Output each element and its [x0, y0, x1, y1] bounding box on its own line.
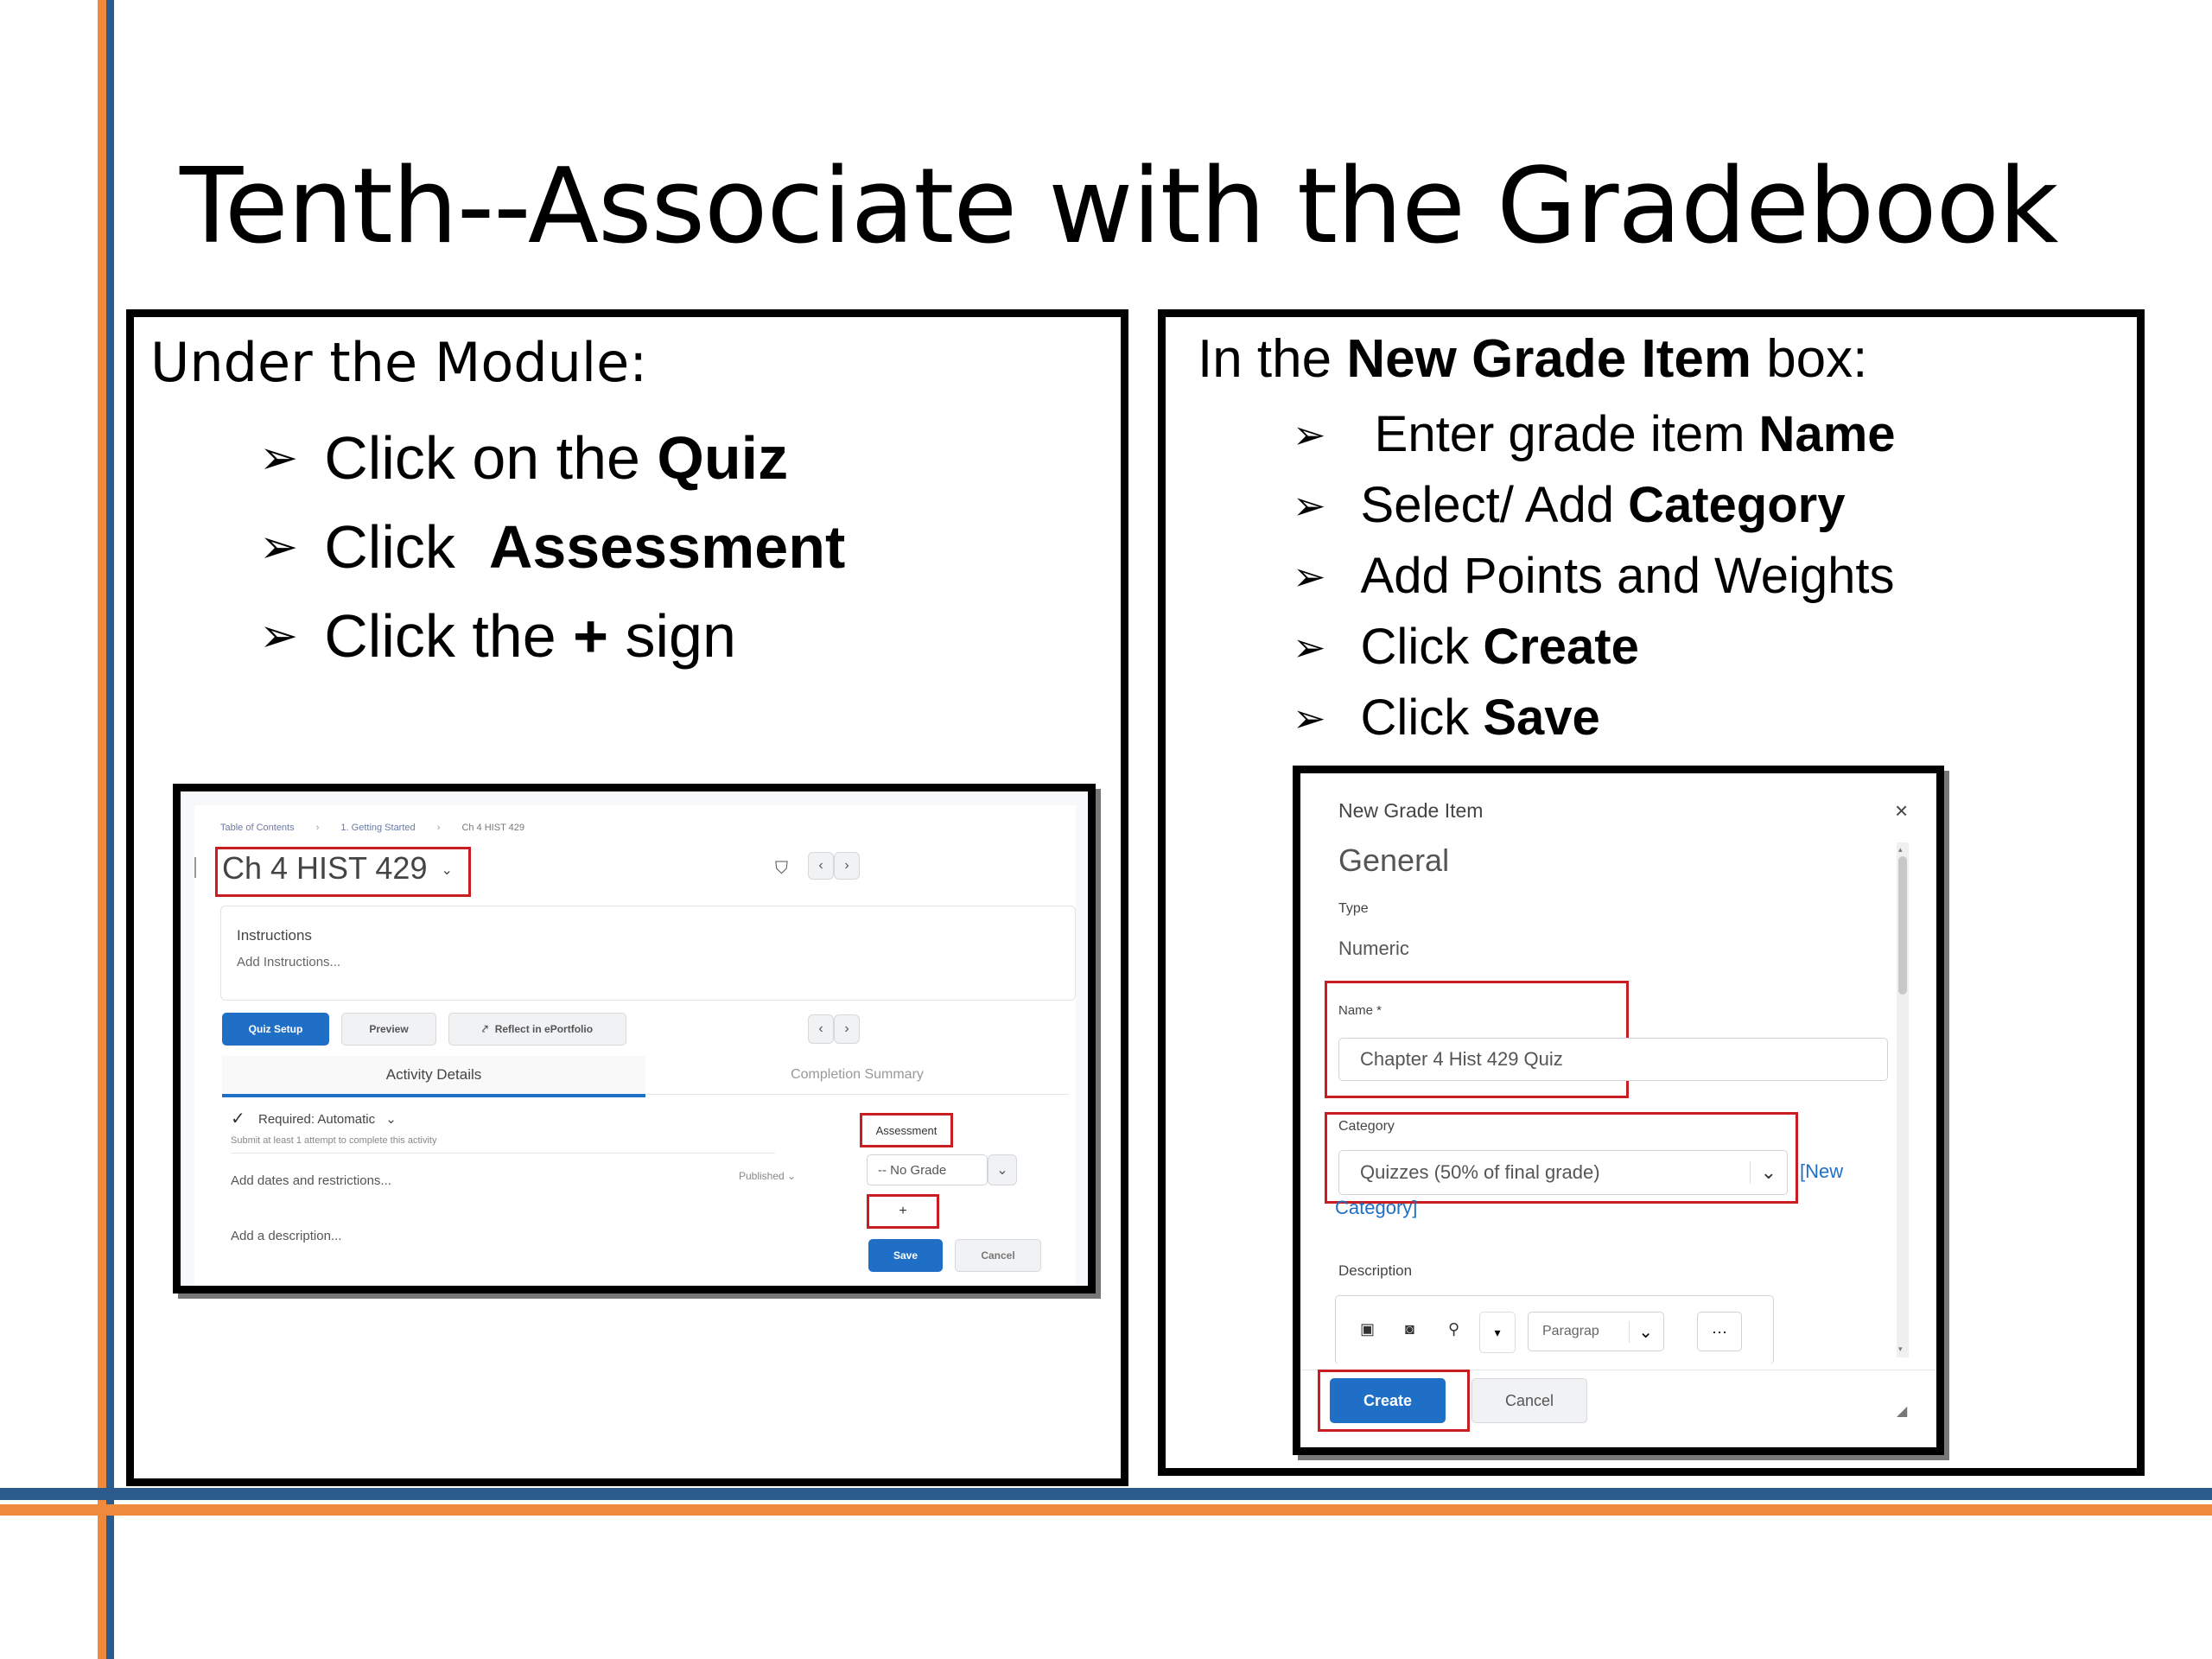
bullet-text: Click — [324, 512, 489, 581]
chevron-down-icon: ⌄ — [996, 1163, 1008, 1178]
reflect-in-eportfolio-button[interactable] — [448, 1013, 626, 1046]
slide-horizontal-blue-line — [0, 1488, 2212, 1500]
assessment-label: Assessment — [875, 1123, 938, 1137]
chevron-down-icon: ⌄ — [441, 863, 453, 879]
arrow-bullet-icon: ➢ — [1293, 696, 1326, 741]
resize-handle-icon[interactable]: ◢ — [1897, 1404, 1908, 1419]
bullet-text: Add Points and Weights — [1360, 548, 1895, 604]
required-dropdown[interactable] — [258, 1111, 397, 1127]
slide-vertical-blue-line — [106, 0, 114, 1659]
bullet-bold-text: Category — [1628, 477, 1846, 533]
bullet-bold-text: Name — [1758, 406, 1896, 462]
quiz-page — [194, 805, 1076, 1294]
type-value: Numeric — [1338, 938, 1409, 959]
paragraph-format-select[interactable] — [1528, 1312, 1664, 1351]
arrow-bullet-icon: ➢ — [1293, 483, 1326, 528]
next-topic-button[interactable] — [834, 852, 860, 880]
breadcrumb-item[interactable]: 1. Getting Started — [340, 823, 416, 833]
arrow-bullet-icon: ➢ — [259, 609, 299, 662]
close-icon[interactable]: × — [1895, 798, 1909, 823]
insert-video-icon[interactable]: ▣ — [1360, 1320, 1376, 1338]
right-heading — [1198, 328, 1867, 390]
bullet-text: Enter grade item — [1360, 406, 1759, 462]
arrow-bullet-icon: ➢ — [1293, 625, 1326, 670]
next-button[interactable] — [834, 1014, 860, 1044]
add-description-link[interactable]: Add a description... — [231, 1229, 342, 1243]
bullet-text: Click on the — [324, 423, 658, 492]
grade-select[interactable] — [867, 1154, 988, 1185]
right-heading-bold: New Grade Item — [1346, 329, 1751, 389]
chevron-down-icon: ⌄ — [1750, 1161, 1777, 1184]
chevron-right-icon: › — [844, 858, 849, 873]
new-category-link[interactable]: [New — [1800, 1160, 1844, 1182]
slide-title: Tenth--Associate with the Gradebook — [180, 147, 2058, 267]
new-category-link-continued[interactable]: Category] — [1335, 1197, 1418, 1218]
chevron-left-icon: ‹ — [818, 858, 823, 873]
slide-vertical-orange-line — [98, 0, 106, 1659]
bullet-bold-text: Assessment — [488, 512, 846, 581]
bullet-text: Select/ Add — [1360, 477, 1629, 533]
published-dropdown[interactable] — [739, 1170, 796, 1182]
save-button[interactable]: Save — [868, 1239, 943, 1272]
divider — [231, 1153, 775, 1154]
list-item — [1293, 612, 1896, 683]
tab-completion-summary[interactable] — [645, 1056, 1069, 1095]
name-label: Name * — [1338, 1003, 1382, 1018]
previous-topic-button[interactable] — [808, 852, 834, 880]
more-options-button[interactable]: ··· — [1697, 1312, 1742, 1351]
arrow-bullet-icon: ➢ — [1293, 554, 1326, 599]
instructions-input[interactable]: Add Instructions... — [237, 955, 341, 969]
slide-horizontal-orange-line — [0, 1504, 2212, 1516]
paragraph-format-value: Paragrap — [1542, 1324, 1599, 1338]
chevron-down-icon: ⌄ — [787, 1170, 797, 1182]
grade-select-value: -- No Grade — [878, 1162, 947, 1178]
quiz-module-screenshot — [173, 784, 1096, 1294]
instructions-card — [220, 906, 1076, 1001]
chevron-down-icon: ⌄ — [385, 1112, 397, 1127]
chevron-down-icon: ⌄ — [1629, 1321, 1653, 1343]
checkmark-icon: ✓ — [231, 1109, 245, 1128]
chevron-right-icon: › — [844, 1021, 849, 1036]
preview-button[interactable]: Preview — [341, 1013, 436, 1046]
dialog-scrollbar[interactable] — [1897, 842, 1909, 1357]
list-item — [259, 591, 845, 680]
add-grade-item-button[interactable] — [867, 1194, 939, 1229]
tab-completion-summary-label: Completion Summary — [791, 1067, 924, 1082]
previous-button[interactable] — [808, 1014, 834, 1044]
scroll-up-icon[interactable]: ▴ — [1898, 845, 1903, 854]
add-dates-link[interactable]: Add dates and restrictions... — [231, 1173, 391, 1188]
list-item — [259, 502, 845, 591]
list-item — [1293, 683, 1896, 753]
quiz-setup-button[interactable]: Quiz Setup — [222, 1013, 329, 1046]
list-item — [1293, 470, 1896, 541]
breadcrumb-item[interactable]: Table of Contents — [220, 823, 295, 833]
required-hint: Submit at least 1 attempt to complete this activity — [231, 1135, 437, 1146]
chevron-right-icon: › — [315, 823, 320, 833]
chevron-left-icon: ‹ — [818, 1021, 823, 1036]
insert-menu-chevron-icon[interactable]: ▾ — [1479, 1312, 1516, 1353]
bullet-text: Click — [1360, 690, 1484, 746]
cancel-button[interactable]: Cancel — [955, 1239, 1041, 1272]
grade-select-toggle[interactable] — [988, 1154, 1017, 1185]
bullet-bold-text: Quiz — [657, 423, 789, 492]
tab-activity-details[interactable] — [222, 1056, 645, 1097]
bullet-text: Click — [1360, 619, 1484, 675]
name-field-value: Chapter 4 Hist 429 Quiz — [1360, 1048, 1563, 1070]
bullet-text-after: sign — [608, 601, 736, 670]
scroll-down-icon[interactable]: ▾ — [1898, 1344, 1903, 1353]
left-bullet-list — [259, 413, 845, 680]
category-select-value: Quizzes (50% of final grade) — [1360, 1161, 1600, 1183]
published-label: Published — [739, 1170, 785, 1182]
collapse-handle[interactable] — [194, 857, 200, 878]
reflect-icon: ⤤ — [481, 1022, 488, 1035]
right-heading-pre: In the — [1198, 329, 1347, 389]
plus-icon: + — [899, 1204, 907, 1218]
type-label: Type — [1338, 901, 1369, 916]
name-field[interactable] — [1338, 1038, 1888, 1081]
category-select[interactable] — [1338, 1150, 1788, 1195]
required-label: Required: Automatic — [258, 1112, 376, 1127]
section-general: General — [1338, 842, 1450, 878]
reflect-label: Reflect in ePortfolio — [494, 1023, 594, 1035]
insert-link-icon[interactable]: ⚲ — [1448, 1320, 1460, 1338]
description-label: Description — [1338, 1262, 1413, 1279]
right-heading-post: box: — [1751, 329, 1868, 389]
scrollbar-thumb[interactable] — [1898, 856, 1907, 995]
dialog-title: New Grade Item — [1338, 799, 1484, 822]
assessment-label-highlight — [860, 1113, 953, 1147]
tab-activity-details-label: Activity Details — [385, 1066, 482, 1083]
bookmark-icon[interactable]: ⛉ — [775, 859, 788, 878]
arrow-bullet-icon: ➢ — [259, 520, 299, 573]
cancel-button[interactable]: Cancel — [1471, 1378, 1587, 1423]
bullet-bold-text: Create — [1483, 619, 1639, 675]
breadcrumb — [220, 823, 543, 833]
list-item — [1293, 541, 1896, 612]
arrow-bullet-icon: ➢ — [259, 431, 299, 484]
list-item — [259, 413, 845, 502]
list-item — [1293, 399, 1896, 470]
insert-image-icon[interactable]: ◙ — [1405, 1320, 1414, 1338]
bullet-bold-text: Save — [1483, 690, 1600, 746]
description-editor[interactable] — [1335, 1295, 1774, 1364]
right-bullet-list — [1293, 399, 1896, 753]
breadcrumb-item: Ch 4 HIST 429 — [461, 823, 524, 833]
highlight-title — [215, 847, 471, 897]
arrow-bullet-icon: ➢ — [1293, 412, 1326, 457]
instructions-label: Instructions — [237, 927, 312, 944]
category-label: Category — [1338, 1119, 1395, 1134]
chevron-right-icon: › — [436, 823, 441, 833]
quiz-title-text: Ch 4 HIST 429 — [222, 850, 428, 886]
new-grade-item-dialog — [1293, 766, 1944, 1455]
create-button[interactable]: Create — [1330, 1378, 1446, 1423]
left-heading: Under the Module: — [150, 331, 648, 394]
bullet-text: Click the — [324, 601, 574, 670]
bullet-bold-text: + — [573, 601, 609, 670]
